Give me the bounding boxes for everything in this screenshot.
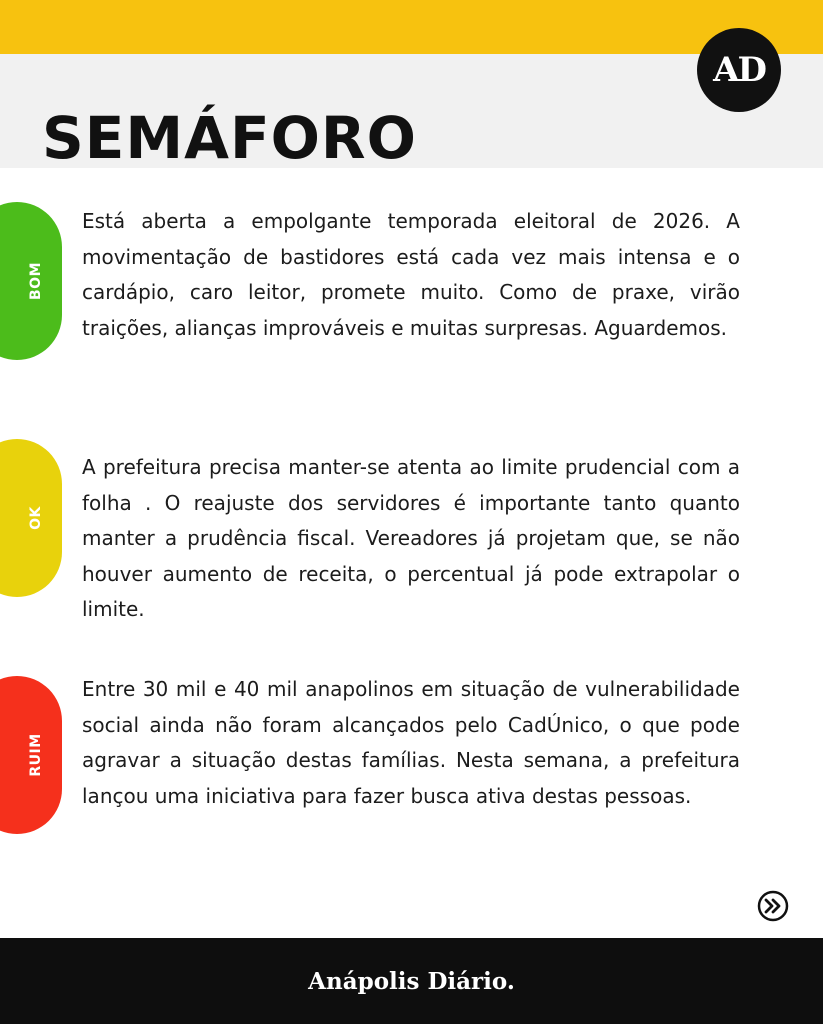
double-chevron-right-icon[interactable] bbox=[757, 890, 789, 922]
footer-brand: Anápolis Diário. bbox=[308, 967, 515, 995]
footer bbox=[0, 938, 823, 1024]
section-text-ok: A prefeitura precisa manter-se atenta ao limite prudencial com a folha . O reajuste dos servidores é importante tanto quanto manter a prudência fiscal. Vereadores já projetam que, se não houver aumento de receita, o percentual já pode extrapolar o limite. bbox=[82, 455, 740, 621]
logo-text: AD bbox=[713, 50, 765, 90]
ad-logo bbox=[697, 28, 781, 112]
page-title: SEMÁFORO bbox=[42, 104, 417, 172]
section-text-ruim: Entre 30 mil e 40 mil anapolinos em situação de vulnerabilidade social ainda não foram alcançados pelo CadÚnico, o que pode agravar a situação destas famílias. Nesta semana, a prefeitura lançou uma iniciativa para fazer busca ativa destas pessoas. bbox=[82, 677, 740, 808]
top-accent-bar bbox=[0, 0, 823, 54]
section-text-bom: Está aberta a empolgante temporada eleitoral de 2026. A movimentação de bastidores está cada vez mais intensa e o cardápio, caro leitor, promete muito. Como de praxe, virão traições, alianças improváveis e muitas surpresas. Aguardemos. bbox=[82, 209, 740, 340]
